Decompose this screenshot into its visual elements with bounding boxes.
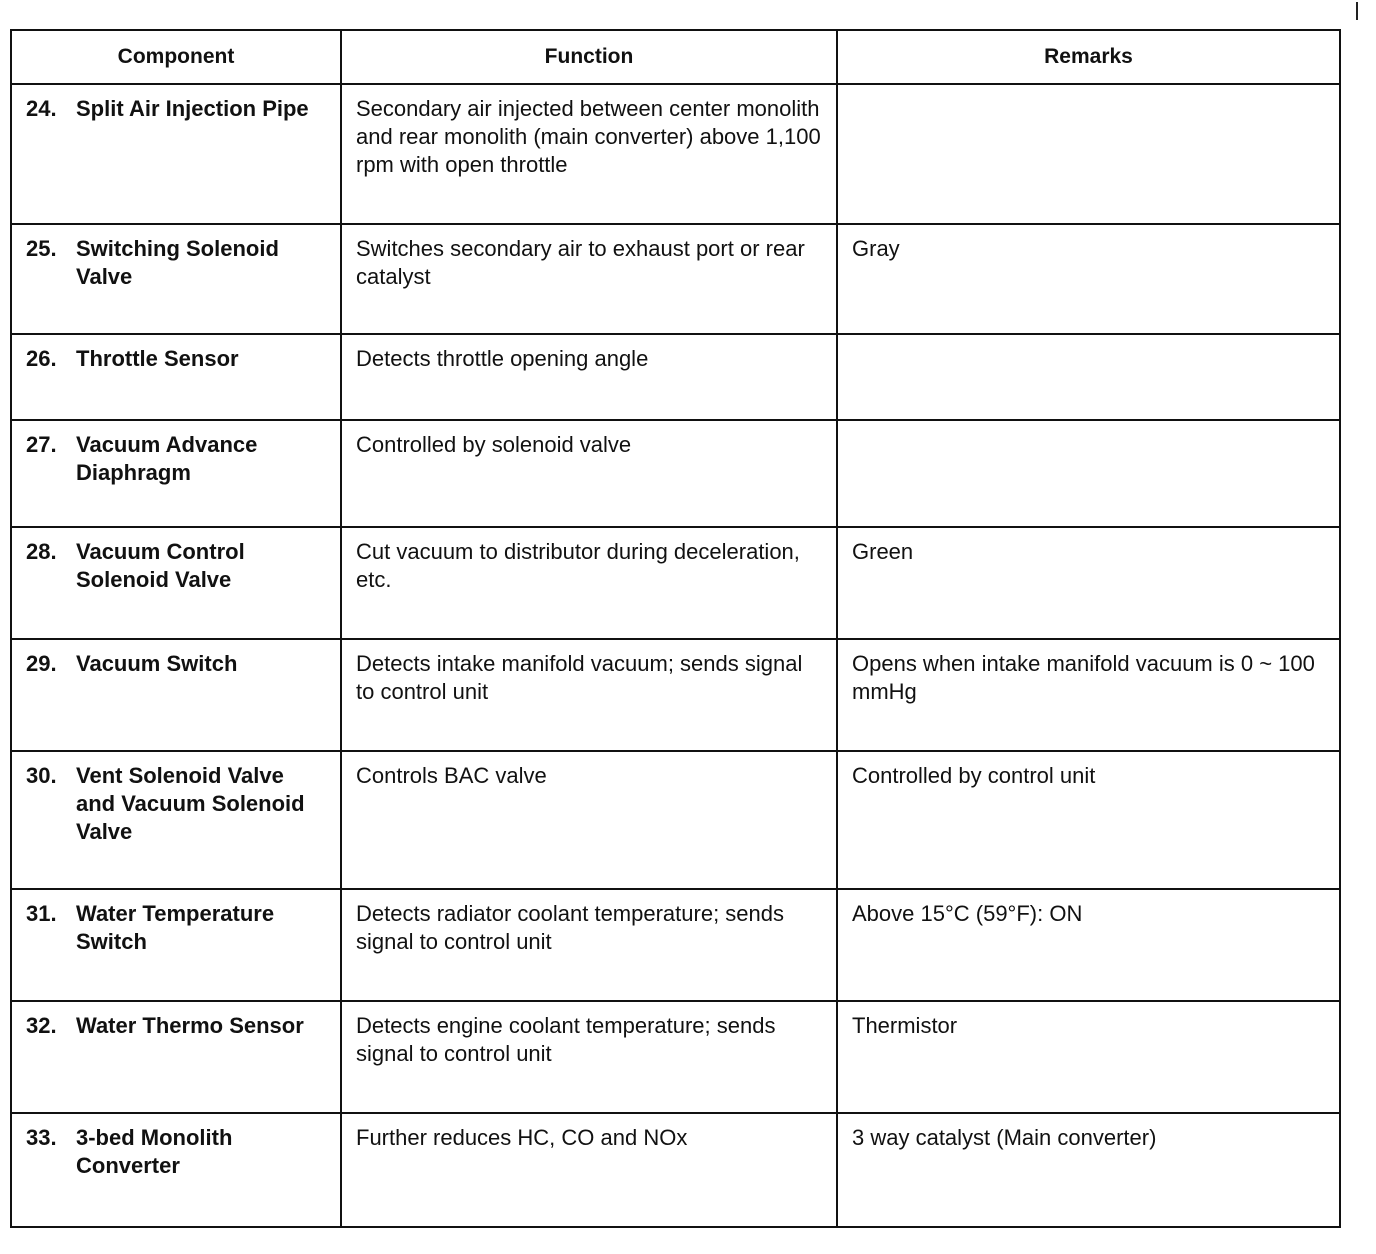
row-number: 30. [26,763,57,788]
component-cell [11,334,341,420]
component-name: Vent Solenoid Valve and Vacuum Solenoid Valve [76,763,305,844]
component-name: Throttle Sensor [76,346,239,371]
table-row [11,639,1340,751]
component-name: Water Thermo Sensor [76,1013,304,1038]
row-number: 24. [26,96,57,121]
table-row [11,84,1340,224]
remarks-cell [837,420,1340,527]
table-row [11,224,1340,334]
table-row [11,527,1340,639]
remarks-cell: Green [837,527,1340,639]
header-function: Function [341,30,837,84]
component-name: Split Air Injection Pipe [76,96,309,121]
row-number: 27. [26,432,57,457]
function-cell: Secondary air injected between center monolith and rear monolith (main converter) above 1,100 rpm with open throttle [341,84,837,224]
row-number: 26. [26,346,57,371]
function-cell: Further reduces HC, CO and NOx [341,1113,837,1227]
header-component: Component [11,30,341,84]
component-name: Switching Solenoid Valve [76,236,279,289]
remarks-cell: Opens when intake manifold vacuum is 0 ~ 100 mmHg [837,639,1340,751]
component-name: Water Temperature Switch [76,901,275,954]
row-number: 25. [26,236,57,261]
remarks-cell: Above 15°C (59°F): ON [837,889,1340,1001]
function-cell: Controlled by solenoid valve [341,420,837,527]
component-table [10,29,1341,1228]
row-number: 31. [26,901,57,926]
remarks-cell: Thermistor [837,1001,1340,1113]
header-remarks: Remarks [837,30,1340,84]
component-name: Vacuum Control Solenoid Valve [76,539,245,592]
function-cell: Switches secondary air to exhaust port or rear catalyst [341,224,837,334]
component-cell [11,1113,341,1227]
component-cell [11,889,341,1001]
function-cell: Cut vacuum to distributor during deceleration, etc. [341,527,837,639]
component-name: Vacuum Advance Diaphragm [76,432,258,485]
component-name: 3-bed Monolith Converter [76,1125,233,1178]
row-number: 33. [26,1125,57,1150]
header-row [11,30,1340,84]
component-name: Vacuum Switch [76,651,238,676]
function-cell: Detects engine coolant temperature; sends signal to control unit [341,1001,837,1113]
row-number: 28. [26,539,57,564]
function-cell: Controls BAC valve [341,751,837,889]
table-row [11,420,1340,527]
function-cell: Detects throttle opening angle [341,334,837,420]
page-edge-mark [1356,2,1358,20]
component-cell [11,1001,341,1113]
component-cell [11,751,341,889]
row-number: 29. [26,651,57,676]
table-row [11,334,1340,420]
function-cell: Detects radiator coolant temperature; sends signal to control unit [341,889,837,1001]
component-cell [11,527,341,639]
remarks-cell: Controlled by control unit [837,751,1340,889]
table-row [11,751,1340,889]
row-number: 32. [26,1013,57,1038]
component-cell [11,224,341,334]
table-row [11,1001,1340,1113]
component-cell [11,420,341,527]
function-cell: Detects intake manifold vacuum; sends signal to control unit [341,639,837,751]
component-cell [11,84,341,224]
table-row [11,1113,1340,1227]
remarks-cell [837,84,1340,224]
remarks-cell: Gray [837,224,1340,334]
remarks-cell: 3 way catalyst (Main converter) [837,1113,1340,1227]
remarks-cell [837,334,1340,420]
table-row [11,889,1340,1001]
component-cell [11,639,341,751]
